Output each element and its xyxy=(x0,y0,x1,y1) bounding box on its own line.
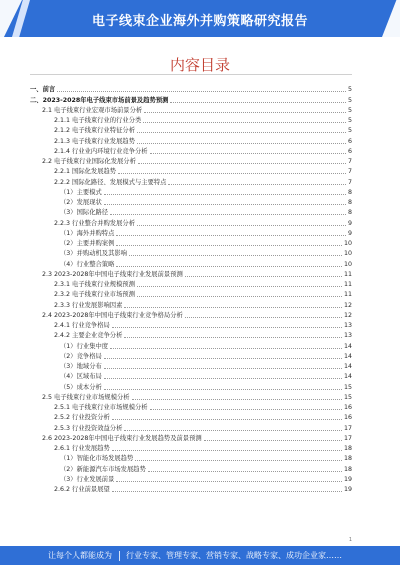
toc-entry[interactable] xyxy=(30,412,352,422)
toc-entry-page: 8 xyxy=(347,209,352,217)
toc-entry-title: 2.4.2 主要企业竞争分析 xyxy=(54,332,123,340)
toc-entry[interactable] xyxy=(30,166,352,176)
toc-leader-dots xyxy=(112,491,342,492)
toc-entry-page: 18 xyxy=(343,455,352,463)
footer-brand-text: 让每个人都能成为 xyxy=(48,551,112,560)
toc-entry-page: 9 xyxy=(347,219,352,227)
toc-leader-dots xyxy=(112,450,342,451)
toc-leader-dots xyxy=(112,327,342,328)
toc-entry-page: 19 xyxy=(343,486,352,493)
toc-leader-dots xyxy=(137,143,346,144)
toc-leader-dots xyxy=(110,348,342,349)
toc-entry[interactable] xyxy=(30,330,352,340)
toc-entry-title: （3）地域分布 xyxy=(60,363,102,370)
toc-entry[interactable] xyxy=(30,156,352,166)
footer-separator xyxy=(119,551,120,561)
toc-entry-title: （4）区域布局 xyxy=(60,373,102,381)
toc-entry[interactable] xyxy=(30,197,352,207)
toc-leader-dots xyxy=(116,235,346,236)
toc-entry-title: 2.3.1 电子线束行业规模预测 xyxy=(54,281,135,288)
toc-entry-title: （3）并购动机及其影响 xyxy=(60,250,127,258)
toc-entry-page: 8 xyxy=(347,188,352,196)
toc-entry-page: 5 xyxy=(347,96,352,104)
toc-entry-page: 10 xyxy=(343,260,352,268)
toc-leader-dots xyxy=(168,184,346,185)
toc-entry-page: 17 xyxy=(343,434,352,442)
toc-entry[interactable] xyxy=(30,433,352,443)
toc-leader-dots xyxy=(104,389,342,390)
toc-entry[interactable] xyxy=(30,207,352,217)
toc-entry[interactable] xyxy=(30,217,352,227)
toc-leader-dots xyxy=(143,122,346,123)
toc-leader-dots xyxy=(112,419,342,420)
toc-entry-page: 6 xyxy=(347,147,352,155)
toc-entry-title: （2）竞争格局 xyxy=(60,352,102,360)
toc-entry-title: 2.5.2 行业投资分析 xyxy=(54,414,110,422)
toc-leader-dots xyxy=(144,112,346,113)
toc-entry[interactable] xyxy=(30,402,352,412)
toc-leader-dots xyxy=(124,307,342,308)
toc-entry-title: 2.5.1 电子线束行业市场规模分析 xyxy=(54,404,148,411)
toc-entry-page: 19 xyxy=(343,475,352,483)
toc-entry[interactable] xyxy=(30,392,352,402)
toc-leader-dots xyxy=(124,430,342,431)
toc-entry-title: 2.2.1 国际化发展趋势 xyxy=(54,168,117,176)
toc-leader-dots xyxy=(185,276,342,277)
toc-leader-dots xyxy=(110,214,346,215)
toc-entry[interactable] xyxy=(30,187,352,197)
toc-entry-title: 2.1 电子线束行业宏观市场前景分析 xyxy=(42,106,143,114)
toc-leader-dots xyxy=(132,399,342,400)
toc-entry-page: 16 xyxy=(343,414,352,422)
toc-entry[interactable] xyxy=(30,258,352,268)
toc-entry[interactable] xyxy=(30,381,352,391)
toc-entry-title: 2.6.1 行业发展趋势 xyxy=(54,445,110,452)
toc-entry-page: 11 xyxy=(343,270,352,278)
page-header xyxy=(0,0,400,37)
toc-entry-title: （1）主要模式 xyxy=(60,188,102,196)
toc-entry-page: 7 xyxy=(347,168,352,176)
toc-entry[interactable] xyxy=(30,238,352,248)
toc-entry-page: 7 xyxy=(347,178,352,186)
toc-leader-dots xyxy=(57,91,346,92)
toc-entry-title: 2.1.4 行业业内环境行业竞争分析 xyxy=(54,147,148,155)
toc-leader-dots xyxy=(135,460,342,461)
toc-entry[interactable] xyxy=(30,146,352,156)
toc-entry[interactable] xyxy=(30,279,352,289)
toc-entry-page: 14 xyxy=(343,352,352,360)
toc-leader-dots xyxy=(170,102,346,103)
toc-entry[interactable] xyxy=(30,176,352,186)
toc-leader-dots xyxy=(104,358,342,359)
toc-leader-dots xyxy=(118,173,346,174)
toc-entry-title: 二、2023-2028年电子线束市场前景及趋势预测 xyxy=(30,96,169,104)
toc-entry[interactable] xyxy=(30,474,352,484)
toc-entry-title: （2）发展现状 xyxy=(60,199,102,206)
toc-entry-page: 12 xyxy=(343,301,352,309)
toc-entry[interactable] xyxy=(30,289,352,299)
toc-entry-title: 2.6.2 行业前景展望 xyxy=(54,486,110,493)
toc-leader-dots xyxy=(150,153,346,154)
toc-entry-title: （2）主要并购案例 xyxy=(60,240,115,247)
toc-entry-page: 14 xyxy=(343,363,352,370)
toc-entry-page: 6 xyxy=(347,137,352,145)
toc-entry-page: 13 xyxy=(343,332,352,340)
toc-leader-dots xyxy=(137,286,342,287)
toc-entry-page: 9 xyxy=(347,229,352,237)
table-of-contents xyxy=(30,84,352,494)
toc-entry-page: 16 xyxy=(343,404,352,411)
toc-entry-title: 2.4 2023-2028年中国电子线束行业竞争格局分析 xyxy=(42,311,183,319)
toc-heading: 内容目录 xyxy=(169,56,230,74)
toc-leader-dots xyxy=(104,194,346,195)
toc-entry[interactable] xyxy=(30,443,352,453)
toc-entry-page: 18 xyxy=(343,445,352,452)
toc-entry-page: 5 xyxy=(347,106,352,114)
toc-entry-page: 5 xyxy=(347,127,352,135)
toc-entry[interactable] xyxy=(30,361,352,371)
toc-entry-page: 10 xyxy=(343,240,352,247)
toc-entry-title: 2.1.3 电子线束行业发展趋势 xyxy=(54,137,135,145)
toc-entry[interactable] xyxy=(30,125,352,135)
toc-leader-dots xyxy=(116,245,342,246)
toc-entry[interactable] xyxy=(30,310,352,320)
toc-leader-dots xyxy=(138,163,346,164)
toc-entry-title: （1）海外并购特点 xyxy=(60,229,115,237)
toc-entry-page: 17 xyxy=(343,424,352,432)
toc-entry[interactable] xyxy=(30,84,352,94)
toc-entry[interactable] xyxy=(30,228,352,238)
toc-entry[interactable] xyxy=(30,94,352,104)
toc-leader-dots xyxy=(150,409,342,410)
toc-entry-title: （1）行业集中度 xyxy=(60,342,109,350)
toc-entry[interactable] xyxy=(30,269,352,279)
toc-leader-dots xyxy=(148,471,342,472)
toc-entry[interactable] xyxy=(30,248,352,258)
toc-entry-title: 2.3.2 电子线束行业市场预测 xyxy=(54,291,135,299)
toc-leader-dots xyxy=(129,255,342,256)
toc-entry-title: （2）新能源汽车市场发展趋势 xyxy=(60,465,146,473)
toc-entry-title: 2.1.1 电子线束行业的行业分类 xyxy=(54,117,142,124)
page-footer xyxy=(0,546,400,565)
toc-entry-title: （3）国际化路径 xyxy=(60,209,109,217)
toc-leader-dots xyxy=(185,317,342,318)
toc-leader-dots xyxy=(116,266,342,267)
page-number: 1 xyxy=(348,537,352,543)
toc-entry[interactable] xyxy=(30,299,352,309)
toc-leader-dots xyxy=(124,337,342,338)
toc-entry-page: 14 xyxy=(343,342,352,350)
toc-entry[interactable] xyxy=(30,371,352,381)
toc-entry[interactable] xyxy=(30,453,352,463)
toc-entry-title: 2.6 2023-2028年中国电子线束行业发展趋势及前景预测 xyxy=(42,434,202,442)
toc-entry-title: 2.3 2023-2028年中国电子线束行业发展前景预测 xyxy=(42,270,183,278)
toc-entry-title: 2.1.2 电子线束行业特征分析 xyxy=(54,127,135,135)
report-title: 电子线束企业海外并购策略研究报告 xyxy=(91,14,308,29)
toc-entry-title: （4）行业整合策略 xyxy=(60,260,115,268)
toc-entry-page: 15 xyxy=(343,393,352,401)
toc-divider xyxy=(30,74,352,75)
toc-entry-title: 2.2.2 国际化路径、发展模式与主要特点 xyxy=(54,178,167,186)
toc-entry[interactable] xyxy=(30,115,352,125)
toc-entry[interactable] xyxy=(30,340,352,350)
toc-leader-dots xyxy=(137,132,346,133)
toc-entry-page: 11 xyxy=(343,291,352,299)
toc-entry-title: 2.5 电子线束行业市场规模分析 xyxy=(42,393,130,401)
toc-entry[interactable] xyxy=(30,484,352,494)
toc-entry[interactable] xyxy=(30,320,352,330)
toc-leader-dots xyxy=(137,296,342,297)
toc-entry-title: 一、前言 xyxy=(30,86,56,94)
toc-entry[interactable] xyxy=(30,135,352,145)
toc-entry[interactable] xyxy=(30,351,352,361)
footer-slogan-text: 行业专家、管理专家、营销专家、战略专家、成功企业家…… xyxy=(126,551,342,560)
toc-entry-title: 2.2.3 行业整合并购发展分析 xyxy=(54,219,135,227)
toc-entry-title: 2.2 电子线束行业国际化发展分析 xyxy=(42,158,136,165)
toc-leader-dots xyxy=(104,368,342,369)
toc-entry-page: 8 xyxy=(347,199,352,206)
toc-entry-title: 2.5.3 行业投资效益分析 xyxy=(54,424,123,432)
toc-entry[interactable] xyxy=(30,463,352,473)
toc-entry-title: （1）智能化市场发展趋势 xyxy=(60,455,134,463)
toc-entry[interactable] xyxy=(30,105,352,115)
toc-entry[interactable] xyxy=(30,422,352,432)
toc-entry-page: 5 xyxy=(347,86,352,94)
toc-entry-page: 14 xyxy=(343,373,352,381)
toc-leader-dots xyxy=(104,378,342,379)
toc-entry-page: 12 xyxy=(343,311,352,319)
toc-entry-page: 15 xyxy=(343,383,352,391)
toc-entry-page: 5 xyxy=(347,117,352,124)
toc-entry-page: 7 xyxy=(347,158,352,165)
toc-leader-dots xyxy=(116,481,342,482)
toc-entry-title: （3）行业发展前景 xyxy=(60,475,115,483)
toc-leader-dots xyxy=(204,440,342,441)
toc-entry-page: 13 xyxy=(343,322,352,329)
toc-entry-page: 11 xyxy=(343,281,352,288)
toc-entry-page: 18 xyxy=(343,465,352,473)
toc-leader-dots xyxy=(104,204,346,205)
toc-entry-title: （5）成本分析 xyxy=(60,383,102,391)
toc-entry-title: 2.3.3 行业发展影响因素 xyxy=(54,301,123,309)
toc-entry-title: 2.4.1 行业竞争格局 xyxy=(54,322,110,329)
toc-entry-page: 10 xyxy=(343,250,352,258)
toc-leader-dots xyxy=(137,225,346,226)
